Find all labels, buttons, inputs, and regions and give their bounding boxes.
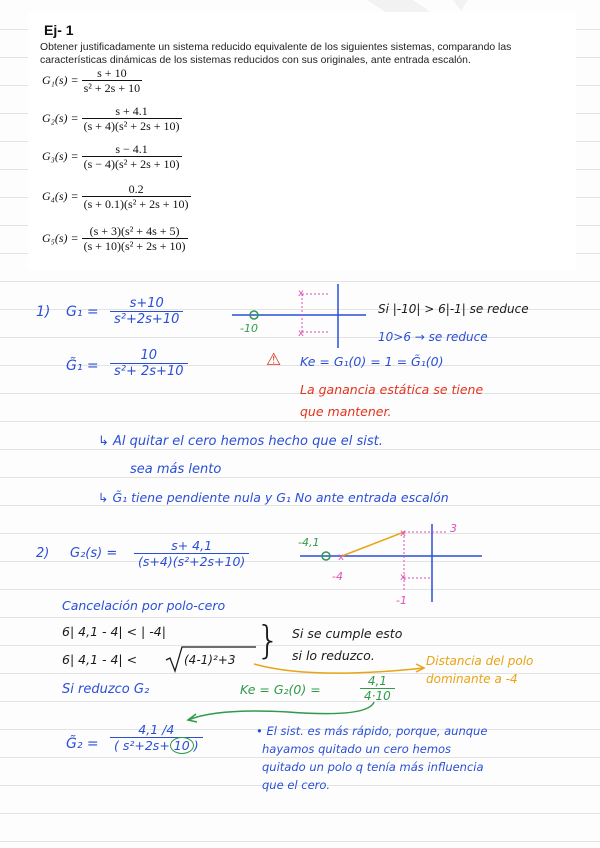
dominant-pole-note-2: dominante a -4 (426, 672, 518, 686)
equation-denominator: s² + 2s + 10 (83, 81, 141, 95)
reduction-condition: Si |-10| > 6|-1| se reduce (378, 302, 529, 316)
g1-denominator: s²+2s+10 (110, 311, 183, 327)
g2-static-gain-fraction (360, 674, 395, 703)
pole-tick-label: -4 (332, 570, 343, 583)
equation-fraction (82, 104, 182, 133)
g2-reduced-denominator (110, 737, 203, 753)
equation-g2 (42, 104, 182, 133)
zero-tick-label: -4,1 (298, 536, 320, 549)
cancellation-heading: Cancelación por polo-cero (62, 598, 226, 613)
equation-lhs: G₂(s) = (42, 111, 79, 125)
equation-numerator: s − 4.1 (115, 142, 148, 156)
equation-lhs: G₃(s) = (42, 149, 79, 163)
equation-denominator: (s + 0.1)(s² + 2s + 10) (83, 197, 189, 211)
equation-lhs: G₅(s) = (42, 231, 79, 245)
equation-g1 (42, 66, 142, 95)
pole-marker-upper: x (298, 288, 304, 299)
pole-marker-lower: x (298, 328, 304, 339)
g2-pole-zero-plot (296, 520, 492, 606)
inequality-2: 6| 4,1 - 4| < (62, 652, 138, 667)
g2-reduced-numerator: 4,1 /4 (138, 722, 175, 737)
pole-marker: x (338, 552, 344, 563)
gain-note-line1: La ganancia estática se tiene (300, 382, 484, 397)
gain-note-line2: que mantener. (300, 404, 392, 419)
brace: } (256, 618, 281, 662)
green-arrow (178, 700, 378, 724)
g2-reduced-fraction (110, 722, 203, 753)
exercise-statement: Obtener justificadamente un sistema reducido equivalente de los siguientes sistemas, comparando las características dinámicas de los sistemas reducidos con sus originales, ante entrada escalón. (40, 42, 512, 66)
g2-denominator: (s+4)(s²+2s+10) (134, 553, 249, 569)
circled-ten: 10 (170, 737, 194, 754)
equation-denominator: (s + 10)(s² + 2s + 10) (83, 239, 186, 253)
g2-reduced-lhs: G̃₂ = (66, 736, 99, 752)
observation-1: ↳ Al quitar el cero hemos hecho que el sist. (98, 434, 383, 449)
conclusion-line3: quitado un polo q tenía más influencia (262, 760, 484, 774)
g2-gain-numerator: 4,1 (367, 674, 387, 688)
real-tick-label: -1 (396, 594, 407, 607)
problem-2-label: 2) (36, 546, 50, 561)
equation-fraction (82, 142, 182, 171)
equation-numerator: (s + 3)(s² + 4s + 5) (89, 224, 180, 238)
equation-lhs: G₁(s) = (42, 73, 79, 87)
g2-lhs: G₂(s) = (70, 546, 118, 561)
conclusion-line1: • El sist. es más rápido, porque, aunque (256, 724, 488, 738)
sqrt-argument: (4-1)²+3 (184, 653, 236, 667)
sqrt-symbol (164, 644, 264, 674)
observation-1-cont: sea más lento (130, 462, 222, 477)
problem-1-label: 1) (36, 304, 51, 320)
condition-1: Si se cumple esto (292, 626, 403, 641)
pole-marker-upper: x (400, 528, 406, 539)
g1-reduced-fraction (110, 348, 188, 379)
static-gain-equation: Ke = G₁(0) = 1 = G̃₁(0) (300, 354, 444, 369)
warning-icon: ⚠ (266, 350, 282, 370)
equation-denominator: (s + 4)(s² + 2s + 10) (83, 119, 180, 133)
equation-g5 (42, 224, 188, 253)
dominant-pole-distance (342, 532, 404, 556)
equation-numerator: s + 10 (97, 66, 127, 80)
conclusion-line4: que el cero. (262, 778, 331, 792)
g1-reduced-numerator: 10 (140, 348, 158, 363)
g2-fraction (134, 538, 249, 569)
exercise-title: Ej- 1 (44, 22, 74, 38)
denominator-part: ) (193, 738, 199, 753)
conclusion-line2: hayamos quitado un cero hemos (262, 742, 452, 756)
zero-tick-label: -10 (240, 322, 258, 335)
equation-numerator: s + 4.1 (115, 104, 148, 118)
g1-lhs: G₁ = (66, 304, 99, 320)
g2-static-gain-lhs: Ke = G₂(0) = (240, 682, 321, 697)
equation-fraction (82, 224, 188, 253)
g1-reduced-lhs: G̃₁ = (66, 358, 99, 374)
orange-arrow (250, 660, 430, 680)
g2-gain-denominator: 4·10 (360, 688, 395, 703)
inequality-1: 6| 4,1 - 4| < | -4| (62, 624, 166, 639)
g1-fraction (110, 296, 183, 327)
dominant-pole-note-1: Distancia del polo (426, 654, 534, 668)
condition-2: si lo reduzco. (292, 648, 375, 663)
equation-g4 (42, 182, 191, 211)
equation-g3 (42, 142, 182, 171)
g1-numerator: s+10 (129, 296, 164, 311)
reduction-check: 10>6 → se reduce (378, 330, 488, 344)
observation-2: ↳ G̃₁ tiene pendiente nula y G₁ No ante entrada escalón (98, 490, 449, 505)
g1-reduced-denominator: s²+ 2s+10 (110, 363, 188, 379)
g2-numerator: s+ 4,1 (171, 538, 213, 553)
g1-pole-zero-plot (228, 282, 368, 352)
equation-lhs: G₄(s) = (42, 189, 79, 203)
reduce-g2-label: Si reduzco G₂ (62, 682, 150, 697)
denominator-part: ( s²+2s+ (114, 738, 170, 753)
equation-numerator: 0.2 (128, 182, 144, 196)
equation-fraction (82, 66, 142, 95)
equation-denominator: (s − 4)(s² + 2s + 10) (83, 157, 180, 171)
equation-fraction (82, 182, 191, 211)
pole-marker-lower: x (400, 572, 406, 583)
imag-tick-label: 3 (450, 522, 457, 535)
